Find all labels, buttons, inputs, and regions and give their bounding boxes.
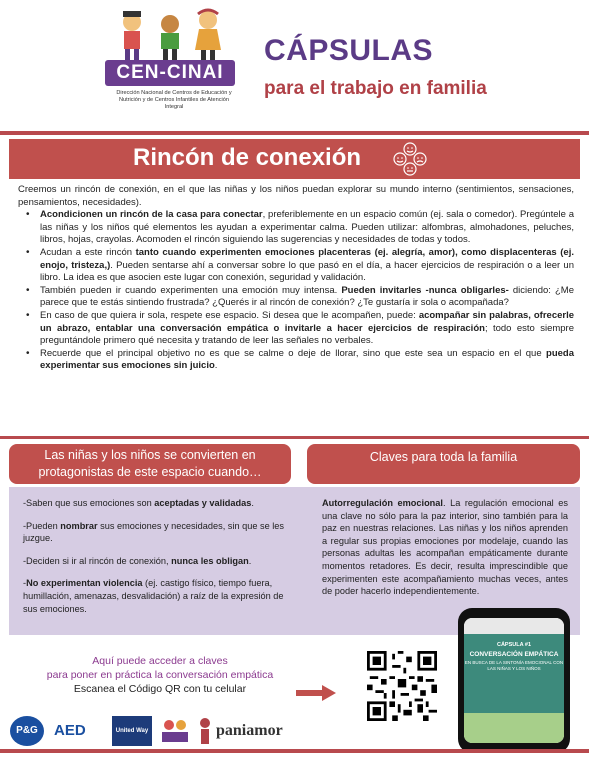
item-bold: nombrar bbox=[60, 520, 98, 531]
phone-screen bbox=[464, 618, 564, 743]
qr-code-icon[interactable] bbox=[367, 651, 437, 721]
item-bold: nunca les obligan bbox=[171, 555, 249, 566]
item-bold: No experimentan violencia bbox=[26, 578, 143, 589]
bullet-bold: Pueden invitarles -nunca obligarles- bbox=[341, 284, 509, 296]
bullet-text: . Pueden sentarse ahí a conversar sobre lo que pasó en el día, a hacer ejercicios de respiración o a leer un libro. La idea es que asocien este lugar con conexión, seguridad y validación. bbox=[40, 259, 574, 284]
cen-cinai-small-logo-icon bbox=[160, 716, 190, 746]
bullet-item bbox=[18, 310, 574, 348]
section-banner bbox=[9, 139, 580, 179]
sponsor-logos bbox=[10, 716, 300, 746]
top-divider bbox=[0, 131, 589, 135]
bullet-bold: Acondicionen un rincón de la casa para conectar bbox=[40, 209, 263, 221]
middle-divider bbox=[0, 436, 589, 439]
qr-instructions bbox=[40, 654, 280, 696]
logo-wordmark: CEN-CINAI bbox=[105, 60, 235, 86]
item-pre: -Deciden si ir al rincón de conexión, bbox=[23, 555, 172, 566]
bullet-item bbox=[18, 348, 574, 373]
bullet-text: . bbox=[214, 360, 218, 372]
pg-logo: P&G bbox=[10, 716, 44, 746]
left-column-header bbox=[9, 444, 291, 484]
item-pre: -Pueden bbox=[23, 520, 61, 531]
intro-section bbox=[18, 184, 574, 373]
bullet-pre: Recuerde que el principal objetivo no es que se calme o deje de llorar, sino que este sea un espacio en el que bbox=[40, 347, 547, 359]
keys-bold: Autorregulación emocional bbox=[322, 498, 443, 508]
list-item bbox=[23, 577, 293, 615]
children-illustration-icon bbox=[110, 6, 230, 64]
section-title: Rincón de conexión bbox=[133, 144, 362, 171]
page-title: CÁPSULAS bbox=[264, 34, 434, 67]
list-item bbox=[23, 555, 293, 568]
qr-line-3: Escanea el Código QR con tu celular bbox=[73, 683, 247, 695]
bullet-item bbox=[18, 247, 574, 285]
united-way-logo: United Way bbox=[112, 716, 152, 746]
item-bold: aceptadas y validadas bbox=[154, 498, 252, 508]
intro-bullet-list bbox=[18, 209, 574, 373]
bullet-bold: tanto cuando experimenten emociones placenteras (ej. alegría, amor), como displacenteras (ej. enojo, tristeza,) bbox=[40, 246, 574, 271]
phone-mockup bbox=[458, 608, 570, 753]
list-item bbox=[23, 497, 293, 510]
cover-title: CONVERSACIÓN EMPÁTICA bbox=[469, 651, 559, 658]
intro-lead: Creemos un rincón de conexión, en el que las niñas y los niños puedan explorar su mundo interno (sentimientos, sensaciones, pensamientos, necesidades). bbox=[18, 184, 574, 208]
arrow-right-icon bbox=[296, 685, 336, 701]
item-post: sus emociones y necesidades, sin que se les juzgue. bbox=[23, 520, 284, 544]
qr-line-2: para poner en práctica la conversación empática bbox=[46, 669, 274, 681]
bullet-text: ; todo esto siempre preguntándole primero qué necesita y tratando de leer las señales no verbales. bbox=[40, 322, 575, 347]
page-subtitle: para el trabajo en familia bbox=[264, 78, 487, 99]
protagonists-list bbox=[23, 497, 293, 625]
bullet-item bbox=[18, 209, 574, 247]
cen-cinai-logo bbox=[100, 6, 240, 126]
left-column-header-text: Las niñas y los niños se convierten en protagonistas de este espacio cuando… bbox=[38, 448, 262, 479]
bullet-text: , preferiblemente en un espacio común (ej. sala o comedor). Pregúntele a las niñas y los niños qué elementos les ayudan a experimentar calma. Pueden utilizar: alfombras, almohadones, peluches, libros, hojas, crayolas. Acomoden el rincón siguiendo las sugerencias y necesidades de todas y todos. bbox=[40, 209, 574, 246]
cover-illustration bbox=[464, 713, 564, 743]
aed-logo: AED bbox=[54, 722, 86, 739]
bullet-bold: acompañar sin palabras, ofrecerle un abrazo, entablar una conversación empática o invitarle a hacer ejercicios de respiración bbox=[40, 309, 575, 334]
item-post: (ej. castigo físico, tiempo fuera, humillación, amenazas, desvalidación) a raíz de la expresión de sus emociones. bbox=[23, 578, 284, 614]
right-column-header bbox=[307, 444, 580, 484]
bullet-pre: En caso de que quiera ir sola, respete ese espacio. Si desea que le acompañen, puede: bbox=[40, 309, 419, 321]
bullet-pre: Acudan a este rincón bbox=[40, 246, 136, 258]
qr-line-1: Aquí puede acceder a claves bbox=[92, 655, 228, 667]
bullet-text: diciendo: ¿Me parece que te estás sintiendo frustrada? ¿Querés ir al rincón de conexión? ¿Te gustaría ir sola o acompañada? bbox=[40, 284, 574, 309]
family-keys-text bbox=[322, 497, 568, 598]
item-post: . bbox=[248, 555, 252, 566]
cover-subtitle: EN BUSCA DE LA SINTONÍA EMOCIONAL CON LAS NIÑAS Y LOS NIÑOS bbox=[464, 660, 564, 671]
paniamor-logo: paniamor bbox=[216, 722, 283, 739]
bullet-bold: pueda experimentar sus emociones sin juicio bbox=[40, 347, 574, 372]
item-pre: - bbox=[23, 578, 27, 589]
foundation-figure-icon bbox=[196, 716, 214, 746]
bullet-item bbox=[18, 285, 574, 310]
logo-subtitle: Dirección Nacional de Centros de Educación y Nutrición y de Centros Infantiles de Atención Integral bbox=[116, 90, 232, 110]
item-pre: -Saben que sus emociones son bbox=[23, 498, 155, 508]
emotion-faces-icon bbox=[393, 142, 427, 176]
bottom-divider bbox=[0, 749, 589, 753]
cover-capsule-number: CÁPSULA #1 bbox=[496, 642, 532, 648]
bullet-pre: También pueden ir cuando experimenten una emoción muy intensa. bbox=[40, 284, 342, 296]
item-post: . bbox=[251, 498, 254, 508]
right-column-header-text: Claves para toda la familia bbox=[369, 450, 518, 464]
keys-body: . La regulación emocional es una clave no sólo para la paz interior, sino también para la paz en nuestras relaciones. Las niñas y los niños aprenden a regular sus propias emociones por modelaje, cuando las personas adultas les acompañan empáticamente durante momentos retadores. Es decir, resulta imprescindible que experimenten este acompañamiento muchas veces, antes de poder hacerlo independientemente. bbox=[322, 498, 568, 597]
list-item bbox=[23, 520, 293, 545]
